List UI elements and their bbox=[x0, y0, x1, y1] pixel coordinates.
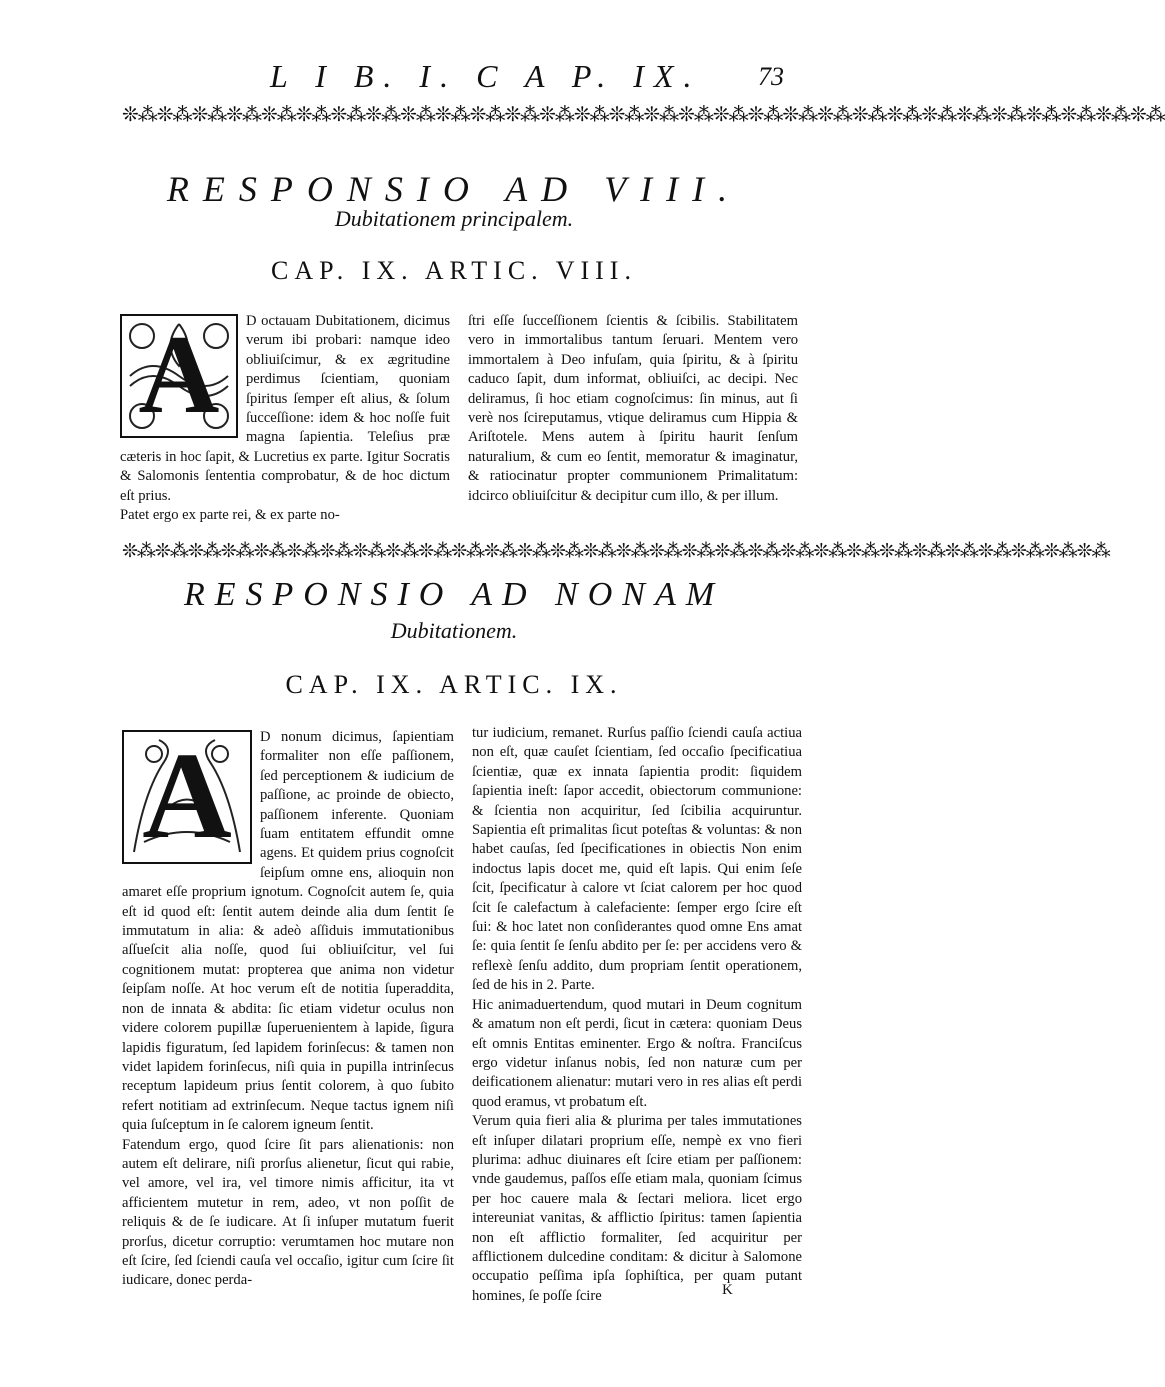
section2-right-paragraph: tur iudicium, remanet. Rurſus paſſio ſciendi cauſa actiua non eſt, quæ cauſet ſcientiam, ſed occaſio ſpecificatiua ſcientiæ, quæ ex innata ſapientia prodit: ſiquidem ſapientia ineſt: ſapor accedit, obiectorum communione: & ſcientia non acquiritur, ſed ſcibilia acquiruntur. Sapientia eſt primalitas ſicut poteſtas & voluntas: & non habet cauſas, ſed ſpecificationes in obiectis Non enim indoctus lapis docet me, quid eſt lapis. Qui enim ſeſe ſcit, ſpecificatur à calore vt ſciat calorem per hoc quod ſcit ſe calefactum à calefaciente: ſemper ergo ſcire eſt ſui: & hoc latet non conſiderantes quod omne Ens amat ſe: quia ſentit ſe ſenſu abdito per ſe: per accidens vero & reflexè ſenſu addito, dum propriam ſentit operationem, ſed de his in 2. Parte. bbox=[472, 725, 802, 994]
ornamental-border-top: ❊⁂❊⁂❊⁂❊⁂❊⁂❊⁂❊⁂❊⁂❊⁂❊⁂❊⁂❊⁂❊⁂❊⁂❊⁂❊⁂❊⁂❊⁂❊⁂❊⁂❊⁂❊⁂❊⁂❊⁂❊⁂❊⁂❊⁂❊⁂❊⁂❊⁂ bbox=[122, 102, 1165, 126]
section2-heading: RESPONSIO AD NONAM bbox=[183, 576, 725, 613]
dropcap-letter: A bbox=[142, 727, 232, 864]
section1-left-paragraph-2: Patet ergo ex parte rei, & ex parte no- bbox=[120, 507, 340, 524]
section1-right-paragraph: ſtri eſſe ſucceſſionem ſcientis & ſcibilis. Stabilitatem vero in immortalibus tantum ſeruari. Mentem vero immortalem à Deo infuſam, quia ſpiritu, & à ſpiritu caduco ſapit, dum informat, obliuiſci, ac decipi. Nec deliramus, ſi hoc etiam cognoſcimus: ſin minus, aut ſi verè nos ſcireputamus, vtique deliramus cum Hippia & Ariſtotele. Mens autem à ſpiritu haurit ſenſum naturalium, & cum eo ſentit, memoratur & imaginatur, & ratiocinatur propter communionem Primalitatum: idcirco obliuiſcitur & decipitur cum illo, & per illum. bbox=[468, 313, 798, 504]
decorated-initial-a-icon bbox=[122, 727, 252, 864]
running-head bbox=[0, 56, 908, 96]
section2-right-paragraph-3: Verum quia fieri alia & plurima per tales immutationes eſt inſuper dilatari proprium eſſe, nempè ex vno fieri plurima: adhuc diuinares eſt ſcire etiam per paſſionem: vnde gaudemus, paſſos eſſe etiam mala, quoniam ſcimus per hoc cauere mala & ſectari meliora. licet ergo intereuniat vanitas, & afflictio ſpiritus: tamen ſapientia non eſt afflictio formaliter, ſed acquiritur per afflictionem dulcedine conditam: & dicitur à Salomone occupatio peſſima ipſa ſophiſtica, per quam putant homines, ſe poſſe ſcire bbox=[472, 1113, 802, 1304]
section2-right-column bbox=[472, 724, 802, 1306]
section1-subheading: Dubitationem principalem. bbox=[334, 206, 574, 231]
running-head-title: L I B. I. C A P. IX. bbox=[270, 58, 702, 94]
section2-right-paragraph-2: Hic animaduertendum, quod mutari in Deum cognitum & amatum non eſt perdi, ſicut in cætera: quoniam Deus eſt omnis Entitas eminenter. Ergo & noſtra. Franciſcus ergo videtur inſanus nobis, ſed non naturæ cum per deificationem alienatur: mutari vero in res alias eſt perdi quod eramus, vt probatum eſt. bbox=[472, 996, 802, 1110]
section1-chapter-line: CAP. IX. ARTIC. VIII. bbox=[271, 256, 637, 285]
section1-left-column bbox=[120, 312, 450, 525]
ornamental-border-middle: ❊⁂❊⁂❊⁂❊⁂❊⁂❊⁂❊⁂❊⁂❊⁂❊⁂❊⁂❊⁂❊⁂❊⁂❊⁂❊⁂❊⁂❊⁂❊⁂❊⁂❊⁂❊⁂❊⁂❊⁂❊⁂❊⁂❊⁂❊⁂❊⁂❊⁂ bbox=[122, 540, 1110, 562]
catchword-signature: K bbox=[722, 1282, 733, 1298]
section2-left-column bbox=[122, 728, 454, 1291]
dropcap-letter: A bbox=[138, 313, 220, 437]
section2-chapter-line: CAP. IX. ARTIC. IX. bbox=[285, 670, 623, 699]
page-number: 73 bbox=[758, 62, 784, 91]
section1-heading: RESPONSIO AD VIII. bbox=[166, 169, 742, 209]
section2-left-paragraph-2: Fatendum ergo, quod ſcire ſit pars alienationis: non autem eſt delirare, niſi prorſus alienetur, ſicut qui rabie, vel amore, vel ira, vel timore nimis afficitur, ita vt afficientem mutetur in rem, adeo, vt non poſſit de reliquis & de ſe iudicare. At ſi inſuper mutatum fuerit prorſus, dicetur corruptio: verumtamen hoc mutare non eſt ſcire, ſed ſciendi cauſa vel occaſio, igitur cum ſcire ſit iudicare, donec perda- bbox=[122, 1136, 454, 1289]
section1-left-paragraph: D octauam Dubitationem, dicimus verum ibi probari: namque ideo obliuiſcimur, & ex ægritudine perdimus ſcientiam, quoniam ſpiritus ſemper eſt alius, & ſolum ſucceſſione: idem & hoc noſſe fuit magna ſapientia. Teleſius præ cæteris in hoc ſapit, & Lucretius ex parte. Igitur Socratis & Salomonis ſententia comprobatur, & de hoc dictum eſt prius. bbox=[120, 313, 450, 504]
section1-right-column bbox=[468, 312, 798, 506]
decorated-initial-a-icon bbox=[120, 314, 238, 438]
section2-subheading: Dubitationem. bbox=[390, 618, 518, 643]
section2-left-paragraph: D nonum dicimus, ſapientiam formaliter non eſſe paſſionem, ſed perceptionem & iudicium de paſſione, ac proinde de obiecto, paſſionem inferente. Quoniam ſuam entitatem effundit omne agens. Et quidem prius cognoſcit ſeipſum omne ens, alioquin non amaret eſſe proprium ignotum. Cognoſcit autem ſe, quia eſt id quod eſt: ſentit autem deinde alia dum ſentit ſe immutatum in alia: & adeò aſſiduis immutationibus aſſueſcit alia noſſe, quod ſui obliuiſcitur, vel ſui cognitionem mutat: propterea que anima non videtur ſeipſam noſſe. At hoc verum eſt de notitia ſuperaddita, non de innata & abdita: ſic etiam videtur oculus non videre colorem pupillæ ſuperuenientem à lapide, ſigura lapidis figuratum, ſed lapidem forinſecus: & tamen non videt lapidem forinſecus, niſi quia in pupilla intrinſecus receptum lapideum prius ſentit colorem, à quo ſubito refert notitiam ad extrinſecum. Neque tactus ignem niſi quia ſuſceptum in ſe calorem igneum ſentit. bbox=[122, 729, 454, 1134]
